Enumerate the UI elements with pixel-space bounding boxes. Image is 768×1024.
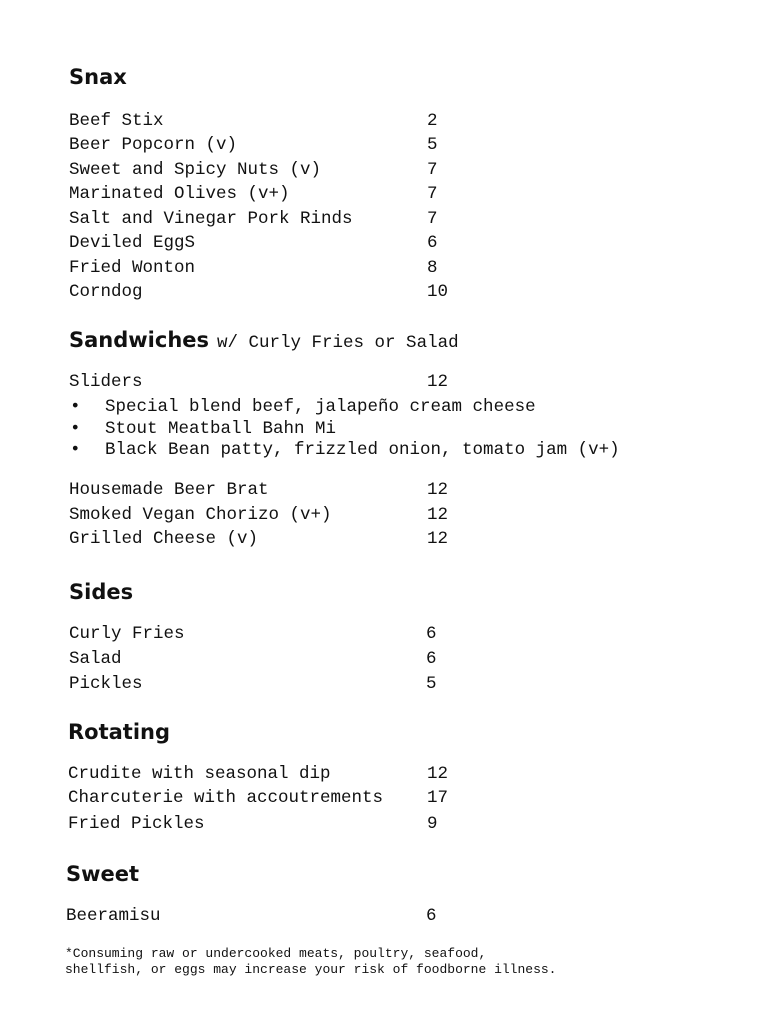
menu-item-name: Smoked Vegan Chorizo (v+)	[69, 505, 332, 525]
menu-item-price: 12	[427, 764, 449, 784]
menu-item-price: 5	[426, 674, 437, 694]
slider-option-text: Black Bean patty, frizzled onion, tomato jam (v+)	[105, 440, 620, 460]
section-title: Rotating	[68, 720, 171, 744]
menu-item-price: 6	[426, 624, 437, 644]
menu-item-name: Corndog	[69, 282, 143, 302]
menu-item-price: 6	[427, 233, 438, 253]
menu-item-price: 5	[427, 135, 438, 155]
menu-item-name: Charcuterie with accoutrements	[68, 788, 384, 808]
menu-item-name: Crudite with seasonal dip	[68, 764, 331, 784]
health-disclaimer	[65, 946, 685, 978]
bullet-icon: •	[70, 397, 81, 417]
bullet-icon: •	[70, 440, 81, 460]
menu-item-name: Fried Wonton	[69, 258, 196, 278]
section-title: Snax	[69, 65, 127, 89]
section-heading-rotating	[68, 720, 170, 744]
section-subtitle: w/ Curly Fries or Salad	[217, 333, 459, 353]
menu-item-price: 8	[427, 258, 438, 278]
menu-item-price: 12	[427, 480, 449, 500]
menu-item-price: 6	[426, 649, 437, 669]
menu-item-name: Grilled Cheese (v)	[69, 529, 259, 549]
menu-item-name: Beef Stix	[69, 111, 164, 131]
menu-item-name: Pickles	[69, 674, 143, 694]
slider-option-text: Stout Meatball Bahn Mi	[105, 419, 337, 439]
menu-item-price: 9	[427, 814, 438, 834]
menu-item-price: 7	[427, 160, 438, 180]
disclaimer-line: shellfish, or eggs may increase your risk of foodborne illness.	[65, 962, 557, 977]
slider-option-text: Special blend beef, jalapeño cream cheese	[105, 397, 536, 417]
menu-item-price: 12	[427, 372, 449, 392]
menu-item-name: Fried Pickles	[68, 814, 205, 834]
menu-item-price: 12	[427, 529, 449, 549]
disclaimer-line: *Consuming raw or undercooked meats, poultry, seafood,	[65, 946, 487, 961]
menu-item-name: Salt and Vinegar Pork Rinds	[69, 209, 353, 229]
section-title: Sandwiches	[69, 328, 210, 352]
menu-item-name: Deviled EggS	[69, 233, 196, 253]
menu-item-name: Sweet and Spicy Nuts (v)	[69, 160, 322, 180]
menu-item-price: 7	[427, 209, 438, 229]
section-title: Sides	[69, 580, 134, 604]
bullet-icon: •	[70, 419, 81, 439]
menu-item-name: Beeramisu	[66, 906, 161, 926]
menu-item-name: Sliders	[69, 372, 143, 392]
section-heading-sandwiches	[69, 328, 459, 355]
menu-item-price: 2	[427, 111, 438, 131]
section-heading-sweet	[66, 862, 139, 886]
menu-item-price: 10	[427, 282, 449, 302]
menu-item-name: Curly Fries	[69, 624, 185, 644]
menu-item-price: 17	[427, 788, 449, 808]
menu-item-name: Beer Popcorn (v)	[69, 135, 238, 155]
menu-item-name: Marinated Olives (v+)	[69, 184, 290, 204]
menu-item-price: 12	[427, 505, 449, 525]
section-heading-sides	[69, 580, 133, 604]
menu-item-name: Salad	[69, 649, 122, 669]
menu-item-price: 6	[426, 906, 437, 926]
section-heading-snax	[69, 65, 127, 89]
menu-item-name: Housemade Beer Brat	[69, 480, 269, 500]
menu-item-price: 7	[427, 184, 438, 204]
section-title: Sweet	[66, 862, 140, 886]
